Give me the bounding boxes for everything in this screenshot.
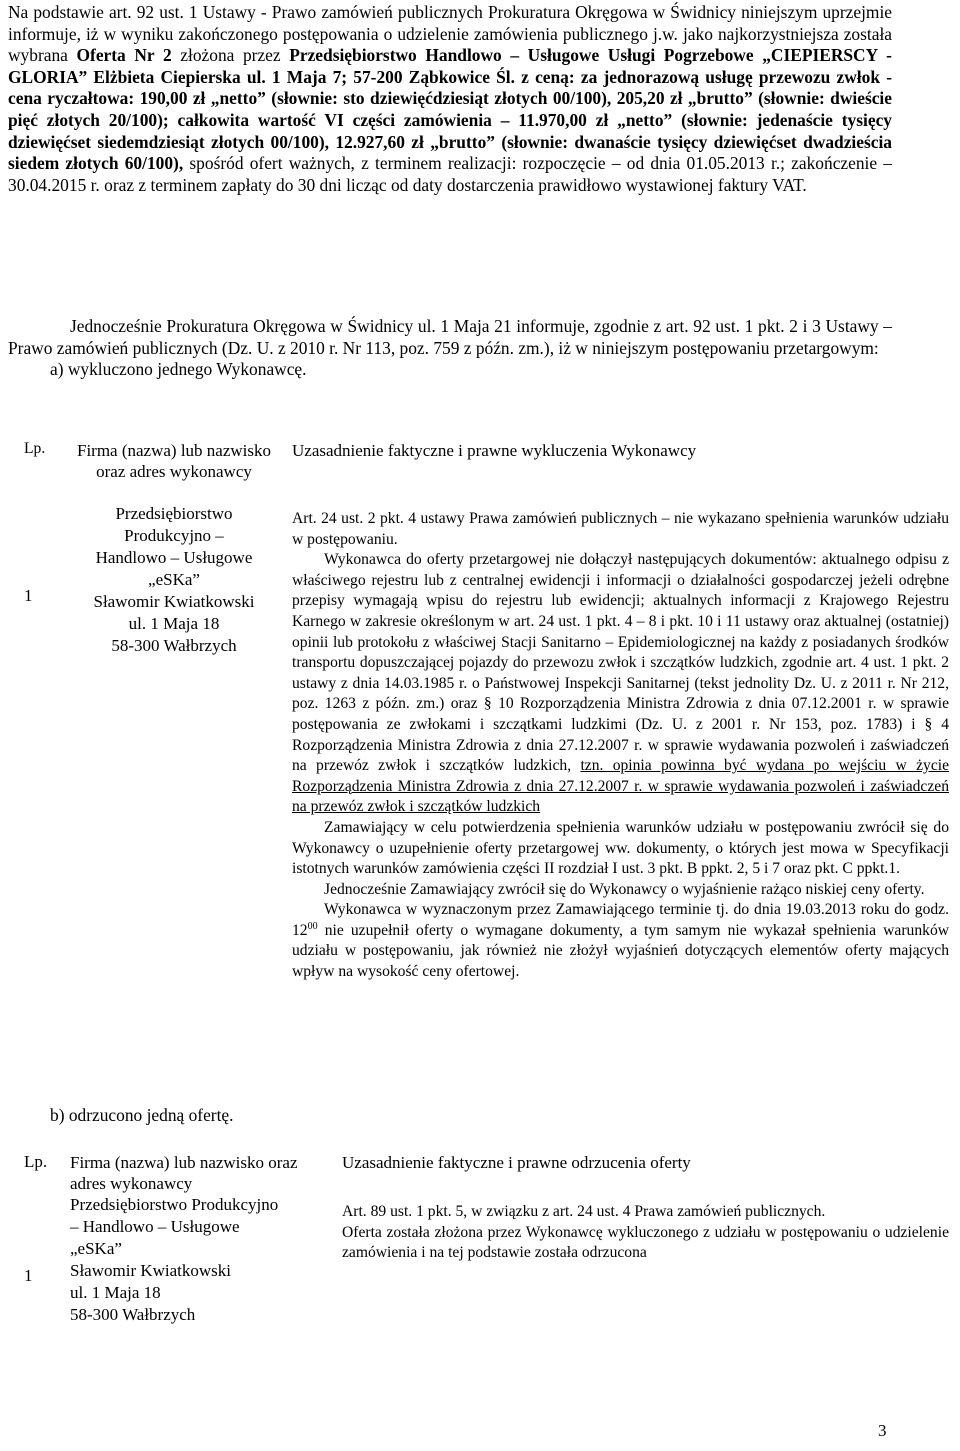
firm-line: Przedsiębiorstwo Produkcyjno: [70, 1195, 279, 1214]
header-reason: [278, 440, 959, 482]
header-lp: Lp.: [24, 440, 46, 457]
firm-line: – Handlowo – Usługowe: [70, 1217, 240, 1236]
row-firm: [70, 482, 278, 983]
page-number: 3: [878, 1421, 887, 1440]
exclusion-info: [8, 316, 892, 381]
intro-paragraph: [8, 2, 892, 196]
row-reason: [278, 482, 959, 983]
reason-p4: Jednocześnie Zamawiający zwrócił się do Wykonawcy o wyjaśnienie rażąco niskiej ceny oferty.: [324, 880, 925, 898]
reason-p1: Art. 89 ust. 1 pkt. 5, w związku z art. 24 ust. 4 Prawa zamówień publicznych.: [342, 1203, 826, 1220]
reason-p1: Art. 24 ust. 2 pkt. 4 ustawy Prawa zamówień publicznych – nie wykazano spełnienia warunków udziału w postępowaniu.: [292, 510, 949, 548]
reason-p2-underlined: tzn. opinia powinna być wydana po wejściu w życie Rozporządzenia Ministra Zdrowia z dnia 27.12.2007 r. w sprawie wydawania pozwoleń i zaświadczeń na przewóz zwłok i szczątków ludzkich: [292, 757, 950, 816]
firm-line: Sławomir Kwiatkowski: [93, 592, 255, 611]
firm-line: „eSKa”: [148, 570, 200, 589]
header-lp: Lp.: [24, 1152, 48, 1171]
firm-line: ul. 1 Maja 18: [70, 1283, 161, 1302]
reason-p2: Oferta została złożona przez Wykonawcę wykluczonego z udziału w postępowaniu o udzielenie zamówienia i na tej podstawie została odrzucona: [342, 1223, 949, 1262]
firm-line: Produkcyjno –: [124, 526, 224, 545]
reason-p5-text-end: nie uzupełnił oferty o wymagane dokumenty, a tym samym nie wykazał spełnienia warunków udziału w postępowaniu, jak również nie złożył wyjaśnień dotyczących elementów oferty mających wpływ na wysokość ceny ofertowej.: [292, 921, 949, 981]
row-reason: [332, 1194, 959, 1326]
header-firm-text: Firma (nazwa) lub nazwisko oraz adres wykonawcy: [70, 1153, 298, 1193]
row-lp: 1: [24, 586, 33, 605]
firm-line: Handlowo – Usługowe: [95, 548, 253, 567]
row-firm: [70, 1194, 332, 1326]
header-reason: [332, 1152, 959, 1194]
header-firm: [70, 440, 278, 482]
header-reason-text: Uzasadnienie faktyczne i prawne odrzucenia oferty: [342, 1153, 691, 1172]
reason-p3: Zamawiający w celu potwierdzenia spełnienia warunków udziału w postępowaniu zwrócił się do Wykonawcy o uzupełnienie oferty przetargowej ww. dokumenty, o których jest mowa w Specyfikacji istotnych warunków zamówienia części II rozdział I ust. 3 pkt. B ppkt. 2, 5 i 7 oraz pkt. C ppkt.1.: [292, 818, 949, 878]
item-a: a) wykluczono jednego Wykonawcę.: [50, 359, 307, 380]
intro-text-1: Na podstawie art. 92 ust. 1 Ustawy - Prawo zamówień publicznych Prokuratura Okręgowa w Świdnicy niniejszym uprzejmie informuje, iż w wyniku zakończonego postępowania o udzielenie zamówienia publicznego j.w. jako najkorzystniejsza została wybrana: [8, 2, 892, 66]
firm-line: 58-300 Wałbrzych: [70, 1305, 196, 1324]
exclusion-paragraph: Jednocześnie Prokuratura Okręgowa w Świdnicy ul. 1 Maja 21 informuje, zgodnie z art. 92 ust. 1 pkt. 2 i 3 Ustawy – Prawo zamówień publicznych (Dz. U. z 2010 r. Nr 113, poz. 759 z późn. zm.), iż w niniejszym postępowaniu przetargowym:: [8, 316, 892, 358]
header-reason-text: Uzasadnienie faktyczne i prawne wykluczenia Wykonawcy: [292, 441, 697, 460]
offer-number: Oferta Nr 2: [76, 45, 172, 66]
firm-line: 58-300 Wałbrzych: [111, 636, 237, 655]
header-firm: [70, 1152, 332, 1194]
firm-line: Sławomir Kwiatkowski: [70, 1261, 232, 1280]
hour-superscript: 00: [307, 920, 318, 932]
item-b: b) odrzucono jedną ofertę.: [50, 1105, 234, 1125]
firm-line: „eSKa”: [70, 1239, 122, 1258]
row-lp: 1: [24, 1266, 33, 1285]
firm-line: Przedsiębiorstwo: [115, 504, 233, 523]
header-firm-text: Firma (nazwa) lub nazwisko oraz adres wykonawcy: [76, 441, 272, 481]
reason-p5: [292, 900, 949, 982]
reason-p5-text: Wykonawca w wyznaczonym przez Zamawiającego terminie tj. do dnia 19.03.2013 roku do godz. 12: [292, 901, 949, 939]
winner-details: Przedsiębiorstwo Handlowo – Usługowe Usługi Pogrzebowe „CIEPIERSCY - GLORIA” Elżbieta Ciepierska ul. 1 Maja 7; 57-200 Ząbkowice Śl. z ceną: za jednorazową usługę przewozu zwłok - cena ryczałtowa: 190,00 zł „netto” (słownie: sto dziewięćdziesiąt złotych 00/100), 205,20 zł „brutto” (słownie: dwieście pięć złotych 20/100); całkowita wartość VI części zamówienia – 11.970,00 zł „netto” (słownie: jedenaście tysięcy dziewięćset siedemdziesiąt złotych 00/100), 12.927,60 zł „brutto” (słownie: dwanaście tysięcy dziewięćset dwadzieścia siedem złotych 60/100),: [8, 45, 892, 174]
rejection-table: [24, 1152, 959, 1326]
reason-p2-text: Wykonawca do oferty przetargowej nie dołączył następujących dokumentów: aktualnego odpisu z właściwego rejestru lub z centralnej ewidencji i informacji o działalności gospodarczej jeżeli odrębne przepisy wymagają wpisu do rejestru lub ewidencji; aktualnych informacji z Krajowego Rejestru Karnego w zakresie określonym w art. 24 ust. 1 pkt. 4 – 8 i pkt. 10 i 11 ustawy oraz aktualnej (ostatniej) opinii lub protokołu z właściwej Stacji Sanitarno – Epidemiologicznej na każdy z posiadanych środków transportu dopuszczającej pojazdy do przewozu zwłok i szczątków ludzkich, zgodnie art. 4 ust. 1 pkt. 2 ustawy z dnia 14.03.1985 r. o Państwowej Inspekcji Sanitarnej (tekst jednolity Dz. U. z 2011 r. Nr 212, poz. 1263 z późn. zm.) oraz § 10 Rozporządzenia Ministra Zdrowia z dnia 07.12.2001 r. w sprawie postępowania ze zwłokami i szczątkami ludzkimi (Dz. U. z 2001 r. Nr 153, poz. 1783) i § 4 Rozporządzenia Ministra Zdrowia z dnia 27.12.2007 r. w sprawie wydawania pozwoleń i zaświadczeń na przewóz zwłok i szczątków ludzkich,: [292, 551, 949, 775]
intro-text-2: złożona przez: [180, 45, 281, 66]
intro-text-3: spośród ofert ważnych, z terminem realizacji: rozpoczęcie – od dnia 01.05.2013 r.; zakończenie – 30.04.2015 r. oraz z terminem zapłaty do 30 dni licząc od daty dostarczenia prawidłowo wystawionej faktury VAT.: [8, 153, 892, 195]
exclusion-table: [24, 440, 959, 983]
reason-p2: [292, 550, 949, 818]
firm-line: ul. 1 Maja 18: [128, 614, 220, 633]
